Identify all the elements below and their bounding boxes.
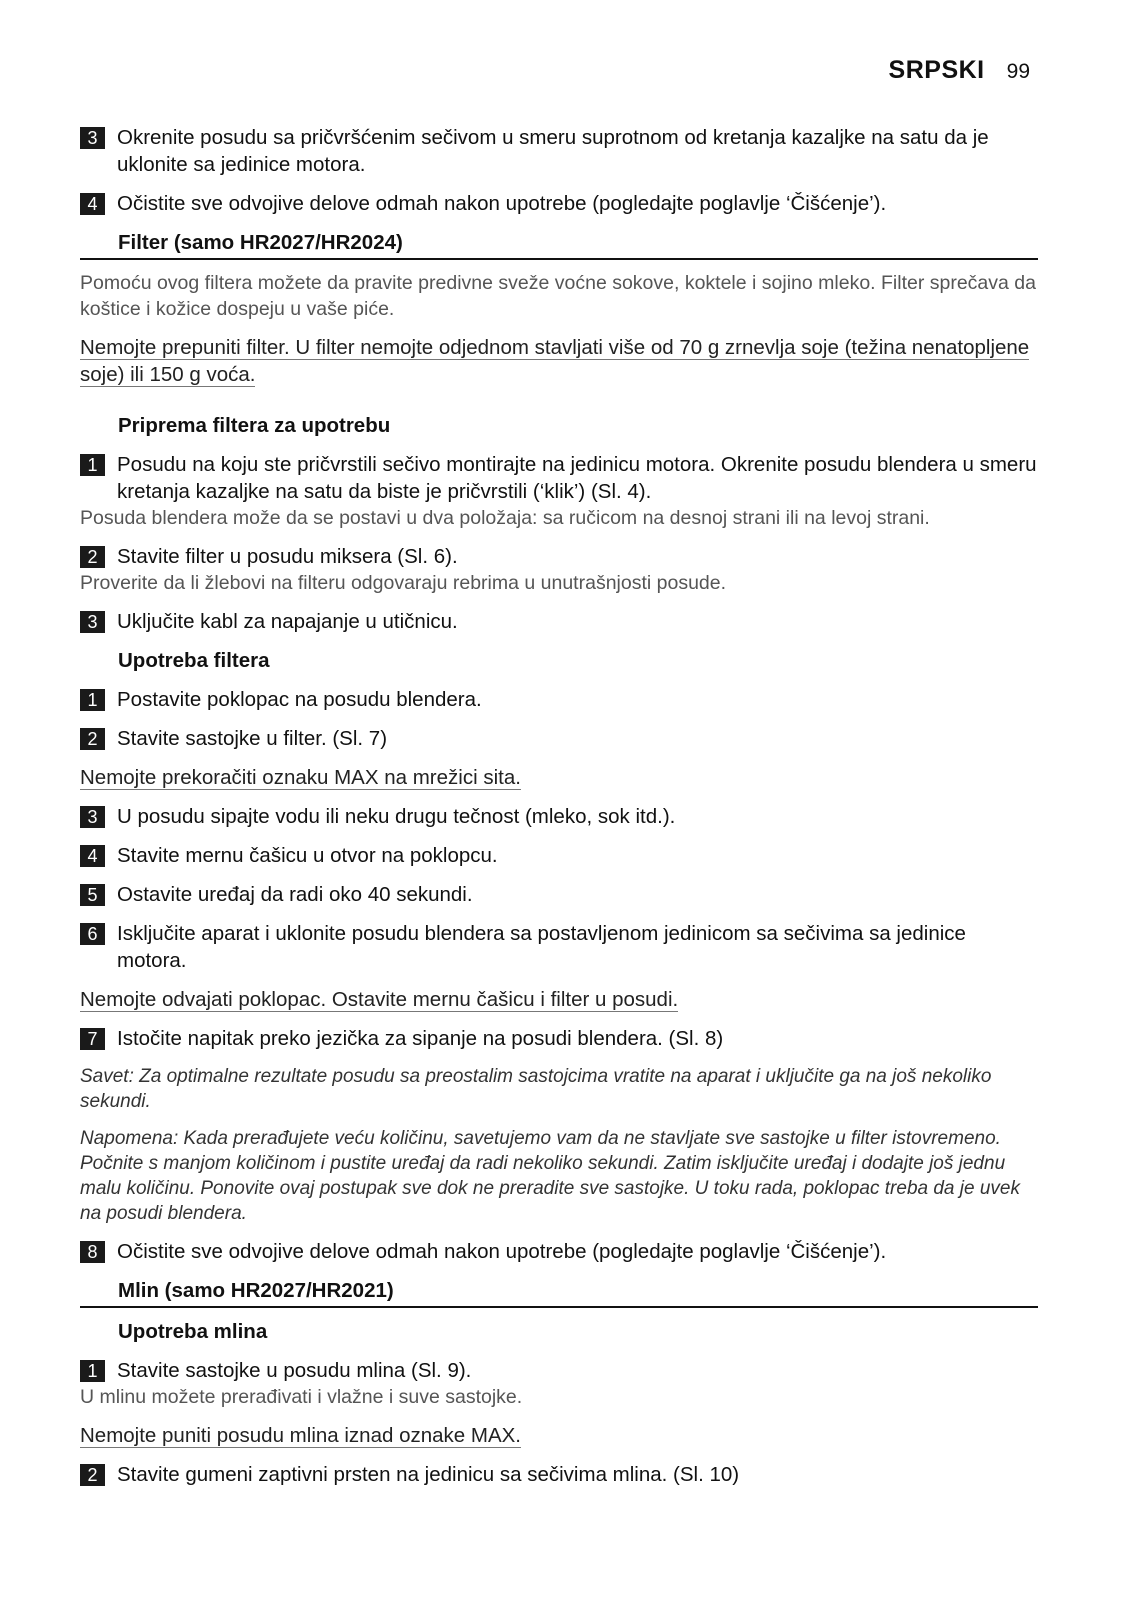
page-number: 99 — [1006, 60, 1030, 83]
section-heading: Priprema filtera za upotrebu — [118, 414, 391, 437]
step-item — [80, 725, 1038, 752]
step-text: Stavite gumeni zaptivni prsten na jedinicu sa sečivima mlina. (Sl. 10) — [117, 1463, 740, 1486]
section-title: Filter (samo HR2027/HR2024) — [80, 229, 1038, 260]
warning-text — [80, 334, 1038, 388]
warning-text — [80, 1422, 1038, 1449]
step-number: 1 — [80, 454, 105, 476]
warning-underlined: Nemojte odvajati poklopac. Ostavite mernu čašicu i filter u posudi. — [80, 988, 679, 1011]
tip-note: Savet: Za optimalne rezultate posudu sa preostalim sastojcima vratite na aparat i uključite ga na još nekoliko sekundi. — [80, 1066, 992, 1112]
step-text: Stavite mernu čašicu u otvor na poklopcu. — [117, 844, 498, 867]
step-text: Stavite filter u posudu miksera (Sl. 6). — [117, 545, 458, 568]
step-item — [80, 842, 1038, 869]
step-item — [80, 803, 1038, 830]
step-number: 1 — [80, 689, 105, 711]
step-text: Ostavite uređaj da radi oko 40 sekundi. — [117, 883, 473, 906]
step-text: Očistite sve odvojive delove odmah nakon upotrebe (pogledajte poglavlje ‘Čišćenje’). — [117, 192, 887, 215]
warning-text — [80, 764, 1038, 791]
step-number: 4 — [80, 193, 105, 215]
step-item — [80, 920, 1038, 974]
tip-note: Napomena: Kada prerađujete veću količinu, savetujemo vam da ne stavljate sve sastojke u filter istovremeno. Počnite s manjom količinom i pustite uređaj da radi nekoliko sekundi. Zatim isključite uređaj i dodajte još jednu malu količinu. Ponovite ovaj postupak sve dok ne preradite sve sastojke. U toku rada, poklopac treba da je uvek na posudi blendera. — [80, 1128, 1020, 1224]
step-text: Stavite sastojke u posudu mlina (Sl. 9). — [117, 1359, 472, 1382]
body-paragraph: Pomoću ovog filtera možete da pravite predivne sveže voćne sokove, koktele i sojino mleko. Filter sprečava da koštice i kožice dospeju u vaše piće. — [80, 272, 1036, 320]
spacer — [80, 400, 1038, 412]
warning-underlined: Nemojte prekoračiti oznaku MAX na mrežici sita. — [80, 766, 521, 789]
step-text: Okrenite posudu sa pričvršćenim sečivom u smeru suprotnom od kretanja kazaljke na satu da je uklonite sa jedinice motora. — [117, 126, 989, 176]
warning-underlined: Nemojte puniti posudu mlina iznad oznake MAX. — [80, 1424, 521, 1447]
step-number: 8 — [80, 1241, 105, 1263]
step-number: 2 — [80, 1464, 105, 1486]
page-header — [889, 56, 1030, 85]
step-text: Stavite sastojke u filter. (Sl. 7) — [117, 727, 388, 750]
step-note: Posuda blendera može da se postavi u dva položaja: sa ručicom na desnoj strani ili na levoj strani. — [80, 507, 930, 529]
step-item — [80, 124, 1038, 178]
step-note: Proverite da li žlebovi na filteru odgovaraju rebrima u unutrašnjosti posude. — [80, 572, 727, 594]
step-text: Očistite sve odvojive delove odmah nakon upotrebe (pogledajte poglavlje ‘Čišćenje’). — [117, 1240, 887, 1263]
step-item — [80, 543, 1038, 570]
step-number: 4 — [80, 845, 105, 867]
step-item — [80, 190, 1038, 217]
step-item — [80, 1461, 1038, 1488]
step-item — [80, 686, 1038, 713]
step-text: U posudu sipajte vodu ili neku drugu tečnost (mleko, sok itd.). — [117, 805, 676, 828]
step-item — [80, 881, 1038, 908]
step-text: Uključite kabl za napajanje u utičnicu. — [117, 610, 458, 633]
step-number: 1 — [80, 1360, 105, 1382]
step-number: 3 — [80, 127, 105, 149]
warning-text — [80, 986, 1038, 1013]
step-item — [80, 1238, 1038, 1265]
step-item — [80, 1025, 1038, 1052]
step-note: U mlinu možete prerađivati i vlažne i suve sastojke. — [80, 1386, 523, 1408]
step-number: 5 — [80, 884, 105, 906]
warning-underlined: Nemojte prepuniti filter. U filter nemojte odjednom stavljati više od 70 g zrnevlja soje (težina nenatopljene soje) ili 150 g voća. — [80, 336, 1030, 386]
step-text: Istočite napitak preko jezička za sipanje na posudi blendera. (Sl. 8) — [117, 1027, 724, 1050]
step-number: 3 — [80, 611, 105, 633]
step-number: 7 — [80, 1028, 105, 1050]
section-heading: Upotreba filtera — [118, 649, 270, 672]
step-text: Isključite aparat i uklonite posudu blendera sa postavljenom jedinicom sa sečivima sa jedinice motora. — [117, 922, 966, 972]
section-title: Mlin (samo HR2027/HR2021) — [80, 1277, 1038, 1308]
language-label: SRPSKI — [888, 56, 985, 84]
step-item — [80, 608, 1038, 635]
manual-content — [80, 124, 1038, 1500]
step-item — [80, 451, 1038, 505]
step-text: Postavite poklopac na posudu blendera. — [117, 688, 482, 711]
section-heading: Upotreba mlina — [118, 1320, 268, 1343]
step-item — [80, 1357, 1038, 1384]
step-number: 2 — [80, 728, 105, 750]
step-text: Posudu na koju ste pričvrstili sečivo montirajte na jedinicu motora. Okrenite posudu blendera u smeru kretanja kazaljke na satu da biste je pričvrstili (‘klik’) (Sl. 4). — [117, 453, 1037, 503]
step-number: 3 — [80, 806, 105, 828]
step-number: 6 — [80, 923, 105, 945]
step-number: 2 — [80, 546, 105, 568]
